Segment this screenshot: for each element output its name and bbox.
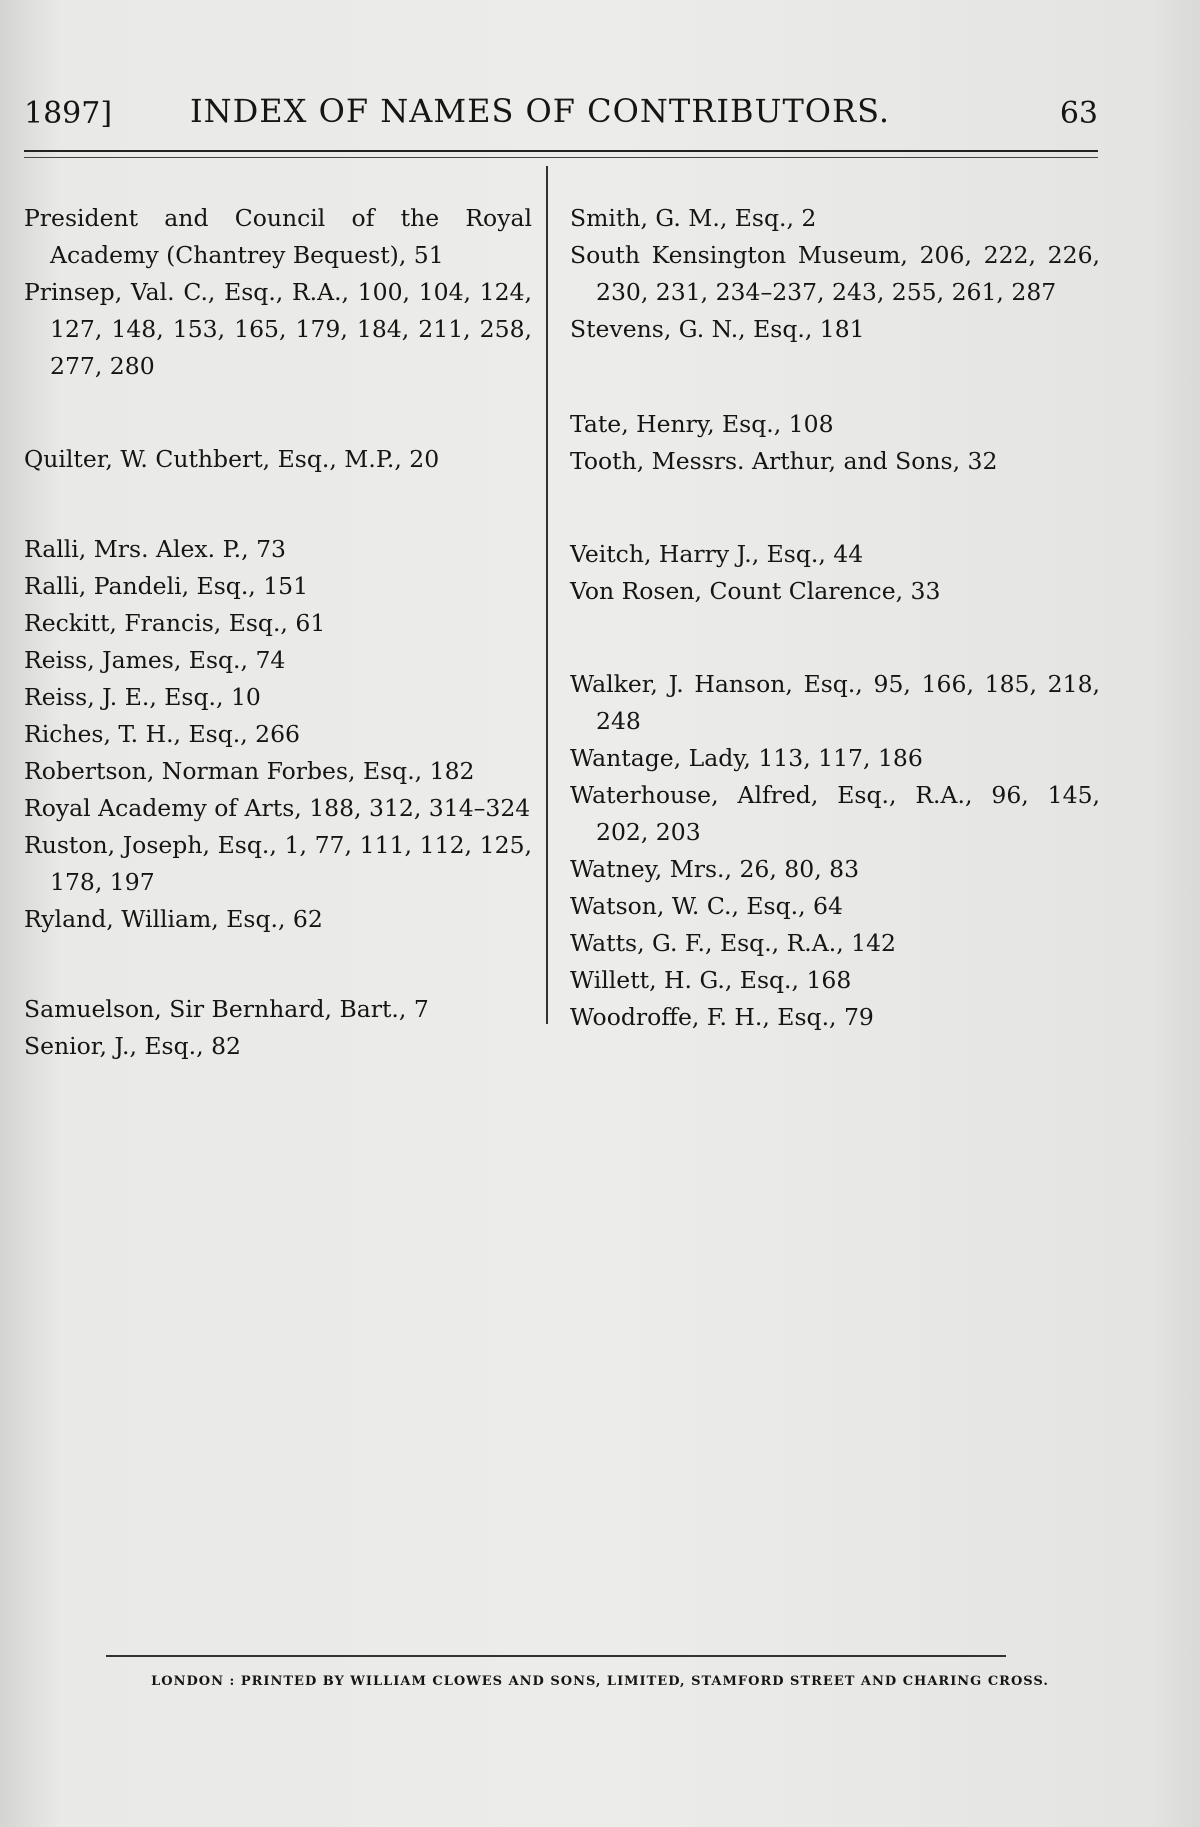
index-entry: Ralli, Pandeli, Esq., 151 bbox=[24, 572, 309, 600]
header-year: 1897] bbox=[24, 96, 113, 131]
index-entry: Ralli, Mrs. Alex. P., 73 bbox=[24, 535, 286, 563]
column-divider bbox=[546, 166, 548, 1024]
index-entry: Waterhouse, Alfred, Esq., R.A., 96, 145, 202, 203 bbox=[570, 781, 1100, 846]
index-entry: Tate, Henry, Esq., 108 bbox=[570, 410, 834, 438]
index-entry: Stevens, G. N., Esq., 181 bbox=[570, 315, 865, 343]
index-entry: Riches, T. H., Esq., 266 bbox=[24, 720, 300, 748]
footer-rule bbox=[106, 1655, 1006, 1657]
printer-imprint: LONDON : PRINTED BY WILLIAM CLOWES AND SONS, LIMITED, STAMFORD STREET AND CHARING CROSS. bbox=[151, 1674, 1049, 1689]
index-entry: President and Council of the Royal Academy (Chantrey Bequest), 51 bbox=[24, 204, 532, 269]
index-entry: Walker, J. Hanson, Esq., 95, 166, 185, 218, 248 bbox=[570, 670, 1100, 735]
index-entry: Quilter, W. Cuthbert, Esq., M.P., 20 bbox=[24, 445, 440, 473]
header-rule-thin bbox=[24, 157, 1098, 158]
index-entry: Royal Academy of Arts, 188, 312, 314–324 bbox=[24, 794, 531, 822]
index-entry: Tooth, Messrs. Arthur, and Sons, 32 bbox=[570, 447, 998, 475]
index-entry: Reiss, James, Esq., 74 bbox=[24, 646, 286, 674]
index-entry: South Kensington Museum, 206, 222, 226, 230, 231, 234–237, 243, 255, 261, 287 bbox=[570, 241, 1100, 306]
right-column bbox=[570, 200, 1100, 1036]
index-entry: Von Rosen, Count Clarence, 33 bbox=[570, 577, 941, 605]
index-entry: Prinsep, Val. C., Esq., R.A., 100, 104, 124, 127, 148, 153, 165, 179, 184, 211, 258, 277, 280 bbox=[24, 278, 532, 380]
index-entry: Watney, Mrs., 26, 80, 83 bbox=[570, 855, 860, 883]
index-entry: Willett, H. G., Esq., 168 bbox=[570, 966, 852, 994]
index-entry: Ryland, William, Esq., 62 bbox=[24, 905, 323, 933]
index-entry: Watson, W. C., Esq., 64 bbox=[570, 892, 843, 920]
left-column bbox=[24, 200, 532, 1065]
index-entry: Woodroffe, F. H., Esq., 79 bbox=[570, 1003, 874, 1031]
index-entry: Ruston, Joseph, Esq., 1, 77, 111, 112, 125, 178, 197 bbox=[24, 831, 532, 896]
running-header bbox=[24, 92, 1098, 142]
index-entry: Smith, G. M., Esq., 2 bbox=[570, 204, 817, 232]
header-rule-thick bbox=[24, 150, 1098, 152]
index-entry: Robertson, Norman Forbes, Esq., 182 bbox=[24, 757, 475, 785]
index-entry: Watts, G. F., Esq., R.A., 142 bbox=[570, 929, 897, 957]
page-number: 63 bbox=[1059, 96, 1098, 131]
index-entry: Samuelson, Sir Bernhard, Bart., 7 bbox=[24, 995, 429, 1023]
page-title: INDEX OF NAMES OF CONTRIBUTORS. bbox=[190, 92, 891, 130]
index-entry: Veitch, Harry J., Esq., 44 bbox=[570, 540, 864, 568]
index-entry: Wantage, Lady, 113, 117, 186 bbox=[570, 744, 923, 772]
index-entry: Reiss, J. E., Esq., 10 bbox=[24, 683, 261, 711]
index-entry: Reckitt, Francis, Esq., 61 bbox=[24, 609, 326, 637]
index-entry: Senior, J., Esq., 82 bbox=[24, 1032, 241, 1060]
